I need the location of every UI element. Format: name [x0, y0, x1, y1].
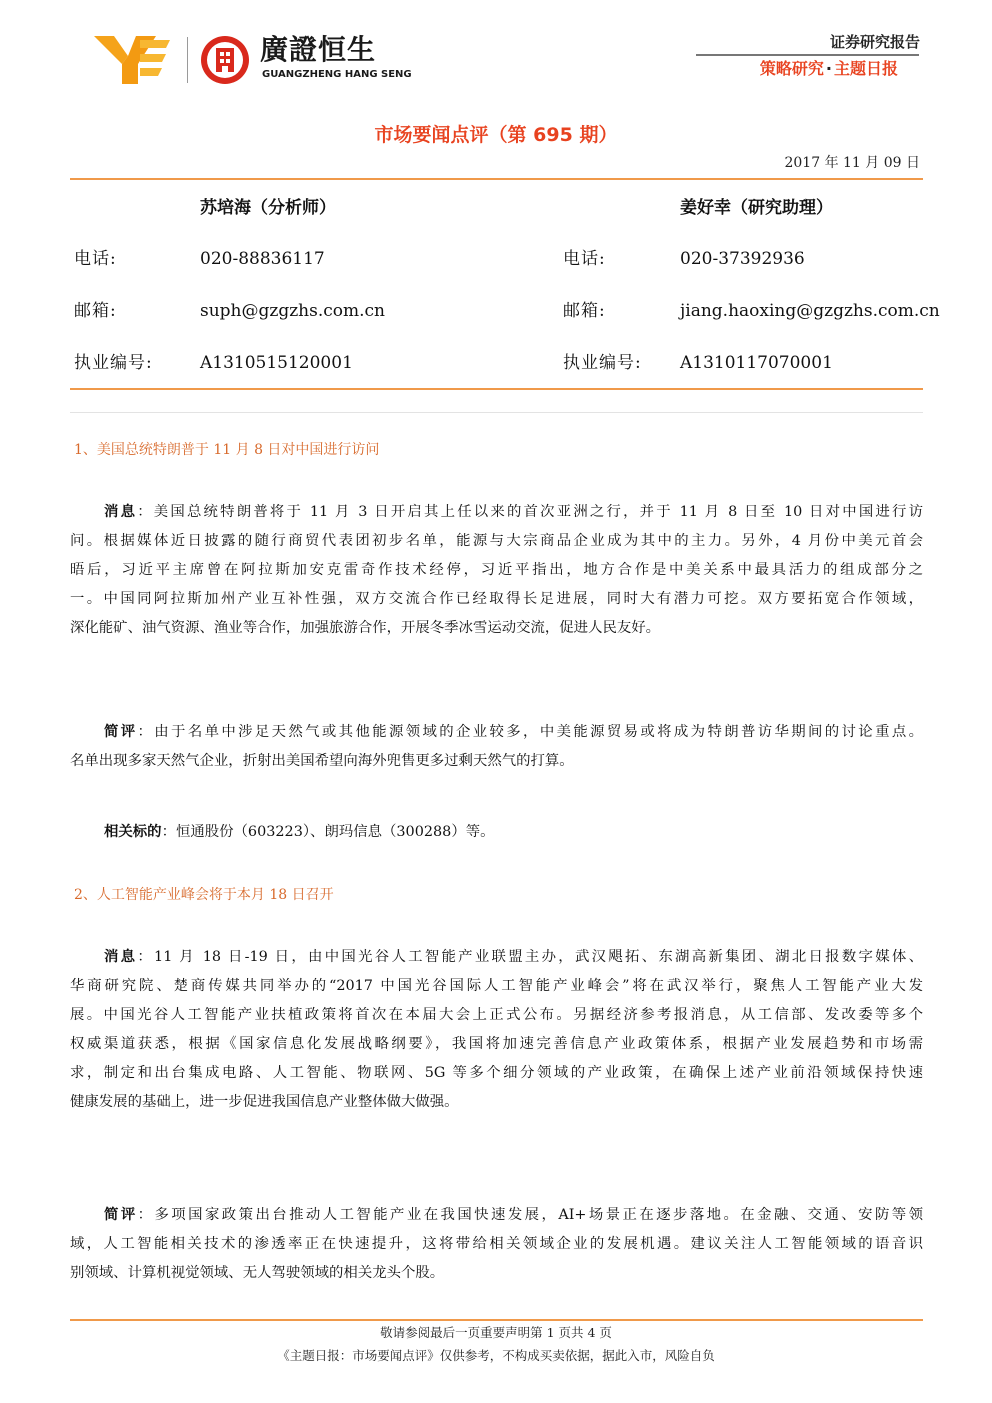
section-1-comment — [70, 717, 923, 776]
logo-divider — [187, 37, 188, 83]
section-2-news-line-3: 展。中国光谷人工智能产业扶植政策将首次在本届大会上正式公布。另据经济参考报消息，从工信部、发改委等多个 — [70, 1007, 923, 1023]
footer-disclaimer: 《主题日报：市场要闻点评》仅供参考，不构成买卖依据，据此入市，风险自负 — [277, 1348, 715, 1363]
analyst-right-phone-label: 电话: — [563, 249, 606, 269]
section-1-related-line — [70, 817, 923, 847]
report-category-left: 策略研究 — [759, 59, 824, 78]
report-category-dot: · — [825, 59, 832, 78]
analyst-left-email-label: 邮箱: — [74, 301, 117, 321]
section-1-news-label: 消息 — [104, 503, 138, 520]
section-1-news-line-1: 消息：美国总统特朗普将于 11 月 3 日开启其上任以来的首次亚洲之行，并于 11 月 8 日至 10 日对中国进行访 — [104, 503, 923, 520]
analyst-right-phone: 020-37392936 — [680, 249, 805, 269]
section-1-news-line-5: 深化能矿、油气资源、渔业等合作，加强旅游合作，开展冬季冰雪运动交流，促进人民友好。 — [70, 620, 661, 636]
analyst-left-phone: 020-88836117 — [200, 249, 325, 269]
document-title: 市场要闻点评（第 695 期） — [374, 124, 618, 146]
section-1-news-line-4: 一。中国同阿拉斯加州产业互补性强，双方交流合作已经取得长足进展，同时大有潜力可挖。双方要拓宽合作领域， — [70, 591, 923, 607]
analyst-right-license-label: 执业编号: — [563, 353, 642, 373]
section-2-news-label: 消息 — [104, 948, 138, 965]
analyst-left-phone-label: 电话: — [74, 249, 117, 269]
section-2-news-line-1: 消息：11 月 18 日-19 日，由中国光谷人工智能产业联盟主办，武汉飓拓、东湖高新集团、湖北日报数字媒体、 — [104, 948, 923, 965]
analyst-right-email[interactable]: jiang.haoxing@gzgzhs.com.cn — [680, 301, 940, 321]
analyst-left-email[interactable]: suph@gzgzhs.com.cn — [200, 301, 386, 321]
guangzheng-seal-icon — [199, 34, 251, 86]
report-type: 证券研究报告 — [829, 33, 920, 51]
section-1-comment-label: 简评 — [104, 723, 138, 740]
footer-page-info: 敬请参阅最后一页重要声明第 1 页共 4 页 — [380, 1325, 612, 1340]
section-1-related-label: 相关标的 — [104, 823, 162, 840]
section-2-news-line-6: 健康发展的基础上，进一步促进我国信息产业整体做大做强。 — [70, 1094, 459, 1110]
section-2-heading: 2、人工智能产业峰会将于本月 18 日召开 — [74, 887, 334, 903]
section-2-comment-line-2: 域，人工智能相关技术的渗透率正在快速提升，这将带给相关领域企业的发展机遇。建议关注人工智能领域的语音识 — [70, 1236, 923, 1252]
section-1-news-line-3: 晤后，习近平主席曾在阿拉斯加安克雷奇作技术经停，习近平指出，地方合作是中美关系中最具活力的组成部分之 — [70, 562, 923, 578]
section-2-news-line-5: 求，制定和出台集成电路、人工智能、物联网、5G 等多个细分领域的产业政策，在确保上述产业前沿领域保持快速 — [70, 1065, 923, 1081]
analyst-right-name: 姜好幸（研究助理） — [680, 198, 833, 218]
analyst-left-name: 苏培海（分析师） — [200, 198, 336, 218]
content-divider — [70, 412, 923, 413]
brand-name-cn: 廣證恒生 — [260, 33, 377, 66]
section-1-related-text: ：恒通股份（603223）、朗玛信息（300288）等。 — [161, 824, 495, 840]
section-2-news-line-2: 华商研究院、楚商传媒共同举办的“2017 中国光谷国际人工智能产业峰会”将在武汉举行，聚焦人工智能产业大发 — [70, 978, 923, 994]
analyst-bottom-rule — [70, 388, 923, 390]
section-2-comment-line-3: 别领域、计算机视觉领域、无人驾驶领域的相关龙头个股。 — [70, 1265, 445, 1281]
analyst-right-license: A1310117070001 — [680, 353, 833, 373]
analyst-left-license-label: 执业编号: — [74, 353, 153, 373]
section-1-news — [70, 497, 923, 643]
report-category — [760, 59, 898, 79]
section-2-comment — [70, 1200, 923, 1288]
section-2-news — [70, 942, 923, 1117]
section-2-comment-line-1: 简评：多项国家政策出台推动人工智能产业在我国快速发展，AI+场景正在逐步落地。在金融、交通、安防等领 — [104, 1206, 923, 1223]
section-1-heading: 1、美国总统特朗普于 11 月 8 日对中国进行访问 — [74, 442, 380, 458]
document-date: 2017 年 11 月 09 日 — [784, 155, 920, 171]
ye-logo-icon — [92, 34, 172, 86]
analyst-right-email-label: 邮箱: — [563, 301, 606, 321]
brand-name-en: GUANGZHENG HANG SENG — [262, 69, 412, 80]
section-1-comment-line-1: 简评：由于名单中涉足天然气或其他能源领域的企业较多，中美能源贸易或将成为特朗普访华期间的讨论重点。 — [104, 723, 923, 740]
report-category-right: 主题日报 — [833, 59, 898, 78]
section-2-comment-label: 简评 — [104, 1206, 138, 1223]
analyst-left-license: A1310515120001 — [200, 353, 353, 373]
section-1-news-line-2: 问。根据媒体近日披露的随行商贸代表团初步名单，能源与大宗商品企业成为其中的主力。另外，4 月份中美元首会 — [70, 533, 923, 549]
report-type-rule — [696, 54, 919, 56]
analyst-top-rule — [70, 178, 923, 180]
section-1-comment-line-2: 名单出现多家天然气企业，折射出美国希望向海外兜售更多过剩天然气的打算。 — [70, 753, 574, 769]
footer-rule — [70, 1319, 923, 1321]
section-2-news-line-4: 权威渠道获悉，根据《国家信息化发展战略纲要》，我国将加速完善信息产业政策体系，根据产业发展趋势和市场需 — [70, 1036, 923, 1052]
section-1-related — [70, 817, 923, 847]
